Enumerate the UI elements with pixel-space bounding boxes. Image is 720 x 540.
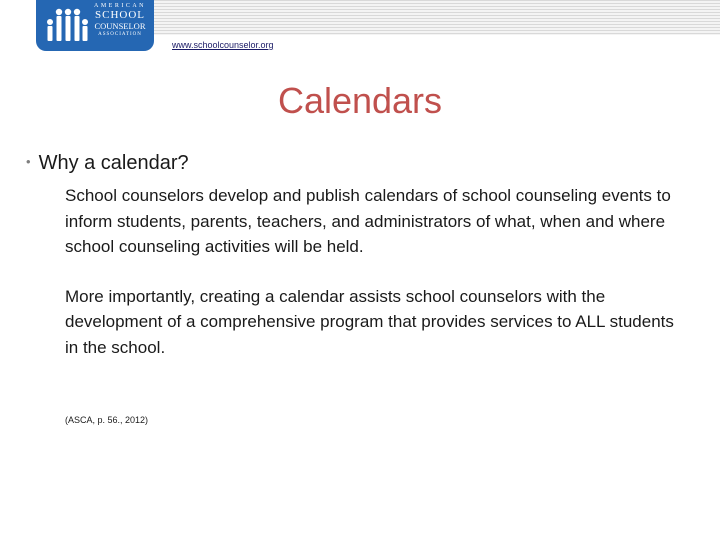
website-link[interactable]: www.schoolcounselor.org (172, 40, 274, 50)
bullet-item (26, 150, 686, 175)
slide-body (26, 150, 686, 425)
slide-title-text: Calendars (277, 80, 443, 121)
asca-logo (36, 0, 154, 51)
logo-line-school: SCHOOL (94, 9, 145, 21)
people-figures-icon (44, 4, 88, 46)
paragraph-why-calendar: School counselors develop and publish calendars of school counseling events to inform students, parents, teachers, and administrators of what, when and where school counseling activities will be held. (65, 186, 671, 256)
logo-line-association: ASSOCIATION (98, 31, 142, 37)
logo-line-counselor: COUNSELOR (94, 21, 146, 31)
logo-wordmark (88, 3, 152, 37)
citation: (ASCA, p. 56., 2012) (65, 415, 149, 425)
bullet-dot-icon: • (26, 154, 31, 169)
paragraph-importance: More importantly, creating a calendar assists school counselors with the development of a comprehensive program that provides services to ALL students in the school. (65, 286, 674, 357)
slide-title (0, 80, 720, 122)
header-stripe-band (150, 0, 720, 35)
bullet-text: Why a calendar? (38, 152, 189, 174)
logo-line-american: AMERICAN (93, 3, 146, 9)
